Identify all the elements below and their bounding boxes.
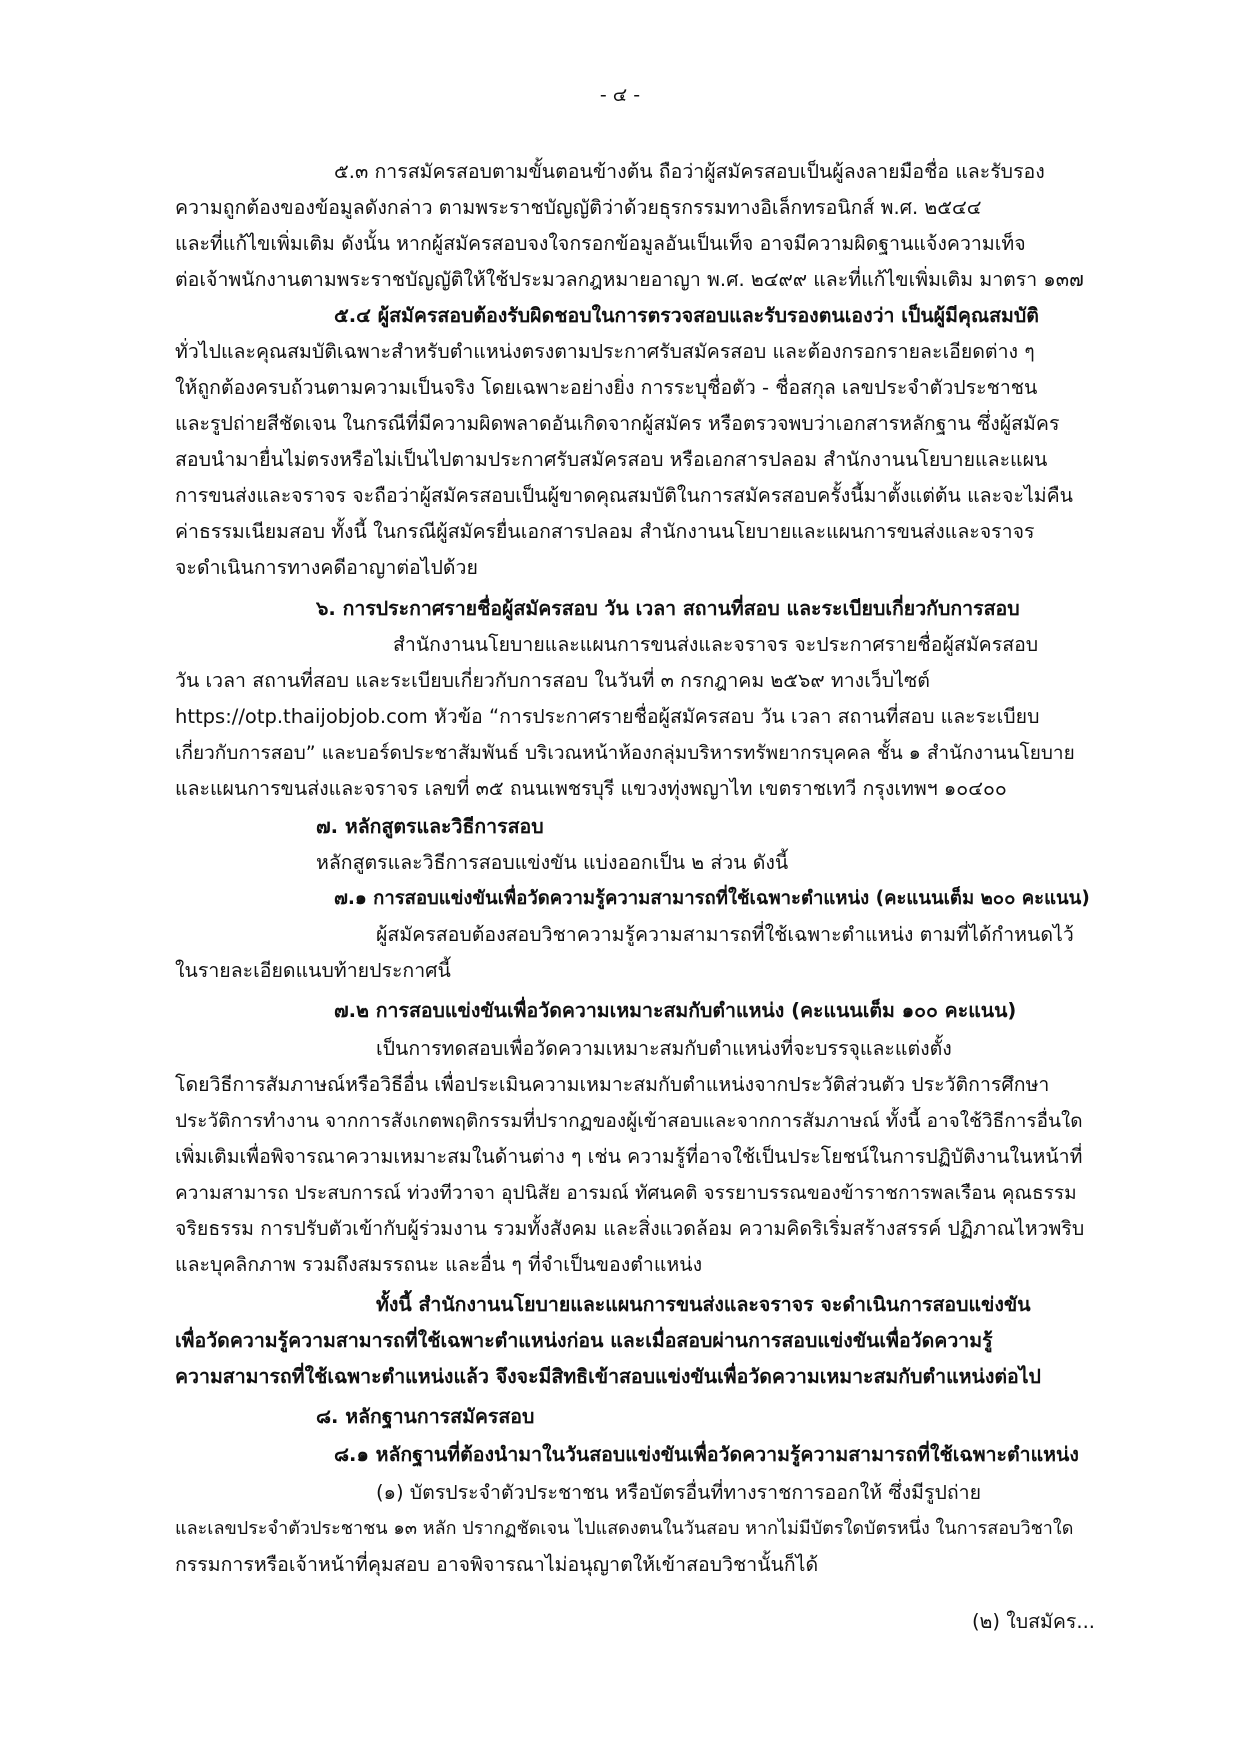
text-line: วัน เวลา สถานที่สอบ และระเบียบเกี่ยวกับการสอบ ในวันที่ ๓ กรกฎาคม ๒๕๖๙ ทางเว็บไซต์	[175, 669, 930, 692]
text-line: ให้ถูกต้องครบถ้วนตามความเป็นจริง โดยเฉพาะอย่างยิ่ง การระบุชื่อตัว - ชื่อสกุล เลขประจำตัวประชาชน	[175, 376, 1038, 399]
text-line: หลักสูตรและวิธีการสอบแข่งขัน แบ่งออกเป็น ๒ ส่วน ดังนี้	[316, 851, 789, 874]
continuation-marker: (๒) ใบสมัคร...	[971, 1610, 1095, 1633]
text-line: และเลขประจำตัวประชาชน ๑๓ หลัก ปรากฏชัดเจน ไปแสดงตนในวันสอบ หากไม่มีบัตรใดบัตรหนึ่ง ในการสอบวิชาใด	[175, 1518, 1074, 1539]
text-line: และรูปถ่ายสีชัดเจน ในกรณีที่มีความผิดพลาดอันเกิดจากผู้สมัคร หรือตรวจพบว่าเอกสารหลักฐาน ซึ่งผู้สมัคร	[175, 412, 1060, 435]
text-line: ๕.๔ ผู้สมัครสอบต้องรับผิดชอบในการตรวจสอบและรับรองตนเองว่า เป็นผู้มีคุณสมบัติ	[334, 304, 1039, 327]
text-line: สอบนำมายื่นไม่ตรงหรือไม่เป็นไปตามประกาศรับสมัครสอบ หรือเอกสารปลอม สำนักงานนโยบายและแผน	[175, 448, 1048, 471]
text-line: ความสามารถ ประสบการณ์ ท่วงทีวาจา อุปนิสัย อารมณ์ ทัศนคติ จรรยาบรรณของข้าราชการพลเรือน คุณธรรม	[175, 1182, 1077, 1204]
text-line: การขนส่งและจราจร จะถือว่าผู้สมัครสอบเป็นผู้ขาดคุณสมบัติในการสมัครสอบครั้งนี้มาตั้งแต่ต้น และจะไม่คืน	[175, 484, 1073, 507]
text-line: ผู้สมัครสอบต้องสอบวิชาความรู้ความสามารถที่ใช้เฉพาะตำแหน่ง ตามที่ได้กำหนดไว้	[376, 923, 1074, 946]
text-line: ทั่วไปและคุณสมบัติเฉพาะสำหรับตำแหน่งตรงตามประกาศรับสมัครสอบ และต้องกรอกรายละเอียดต่าง ๆ	[175, 340, 1035, 363]
text-line: ในรายละเอียดแนบท้ายประกาศนี้	[175, 959, 451, 982]
subsection-heading: ๘.๑ หลักฐานที่ต้องนำมาในวันสอบแข่งขันเพื่อวัดความรู้ความสามารถที่ใช้เฉพาะตำแหน่ง	[334, 1443, 1079, 1466]
text-line: สำนักงานนโยบายและแผนการขนส่งและจราจร จะประกาศรายชื่อผู้สมัครสอบ	[393, 633, 1039, 656]
text-line: ค่าธรรมเนียมสอบ ทั้งนี้ ในกรณีผู้สมัครยื่นเอกสารปลอม สำนักงานนโยบายและแผนการขนส่งและจราจร	[175, 520, 1035, 543]
section-heading: ๗. หลักสูตรและวิธีการสอบ	[316, 815, 544, 838]
text-line: จะดำเนินการทางคดีอาญาต่อไปด้วย	[175, 556, 478, 579]
subsection-heading: ๗.๒ การสอบแข่งขันเพื่อวัดความเหมาะสมกับตำแหน่ง (คะแนนเต็ม ๑๐๐ คะแนน)	[334, 999, 1017, 1022]
text-line: ความถูกต้องของข้อมูลดังกล่าว ตามพระราชบัญญัติว่าด้วยธุรกรรมทางอิเล็กทรอนิกส์ พ.ศ. ๒๕๔๔	[175, 196, 982, 219]
text-line: โดยวิธีการสัมภาษณ์หรือวิธีอื่น เพื่อประเมินความเหมาะสมกับตำแหน่งจากประวัติส่วนตัว ประวัติการศึกษา	[175, 1073, 1050, 1096]
text-line: https://otp.thaijobjob.com หัวข้อ “การประกาศรายชื่อผู้สมัครสอบ วัน เวลา สถานที่สอบ และระเบียบ	[175, 705, 1040, 728]
text-line: เกี่ยวกับการสอบ” และบอร์ดประชาสัมพันธ์ บริเวณหน้าห้องกลุ่มบริหารทรัพยากรบุคคล ชั้น ๑ สำนักงานนโยบาย	[175, 742, 1075, 764]
text-line: เพิ่มเติมเพื่อพิจารณาความเหมาะสมในด้านต่าง ๆ เช่น ความรู้ที่อาจใช้เป็นประโยชน์ในการปฏิบัติงานในหน้าที่	[175, 1145, 1083, 1168]
text-line: ประวัติการทำงาน จากการสังเกตพฤติกรรมที่ปรากฏของผู้เข้าสอบและจากการสัมภาษณ์ ทั้งนี้ อาจใช้วิธีการอื่นใด	[175, 1110, 1083, 1132]
text-line: เพื่อวัดความรู้ความสามารถที่ใช้เฉพาะตำแหน่งก่อน และเมื่อสอบผ่านการสอบแข่งขันเพื่อวัดความรู้	[175, 1329, 993, 1352]
text-line: และบุคลิกภาพ รวมถึงสมรรถนะ และอื่น ๆ ที่จำเป็นของตำแหน่ง	[175, 1253, 703, 1276]
subsection-heading: ๗.๑ การสอบแข่งขันเพื่อวัดความรู้ความสามารถที่ใช้เฉพาะตำแหน่ง (คะแนนเต็ม ๒๐๐ คะแนน)	[334, 888, 1090, 909]
text-line: ความสามารถที่ใช้เฉพาะตำแหน่งแล้ว จึงจะมีสิทธิเข้าสอบแข่งขันเพื่อวัดความเหมาะสมกับตำแหน่งต่อไป	[175, 1365, 1041, 1388]
text-line: (๑) บัตรประจำตัวประชาชน หรือบัตรอื่นที่ทางราชการออกให้ ซึ่งมีรูปถ่าย	[376, 1481, 982, 1504]
text-line: ต่อเจ้าพนักงานตามพระราชบัญญัติให้ใช้ประมวลกฎหมายอาญา พ.ศ. ๒๔๙๙ และที่แก้ไขเพิ่มเติม มาตรา ๑๓๗	[175, 268, 1084, 291]
text-line: ทั้งนี้ สำนักงานนโยบายและแผนการขนส่งและจราจร จะดำเนินการสอบแข่งขัน	[376, 1293, 1031, 1316]
text-line: กรรมการหรือเจ้าหน้าที่คุมสอบ อาจพิจารณาไม่อนุญาตให้เข้าสอบวิชานั้นก็ได้	[175, 1553, 819, 1576]
text-line: เป็นการทดสอบเพื่อวัดความเหมาะสมกับตำแหน่งที่จะบรรจุและแต่งตั้ง	[376, 1037, 952, 1060]
text-line: และแผนการขนส่งและจราจร เลขที่ ๓๕ ถนนเพชรบุรี แขวงทุ่งพญาไท เขตราชเทวี กรุงเทพฯ ๑๐๔๐๐	[175, 777, 1007, 800]
text-line: และที่แก้ไขเพิ่มเติม ดังนั้น หากผู้สมัครสอบจงใจกรอกข้อมูลอันเป็นเท็จ อาจมีความผิดฐานแจ้งความเท็จ	[175, 232, 1026, 255]
text-line: จริยธรรม การปรับตัวเข้ากับผู้ร่วมงาน รวมทั้งสังคม และสิ่งแวดล้อม ความคิดริเริ่มสร้างสรรค์ ปฏิภาณไหวพริบ	[175, 1217, 1085, 1240]
text-line: ๕.๓ การสมัครสอบตามขั้นตอนข้างต้น ถือว่าผู้สมัครสอบเป็นผู้ลงลายมือชื่อ และรับรอง	[334, 160, 1045, 183]
section-heading: ๖. การประกาศรายชื่อผู้สมัครสอบ วัน เวลา สถานที่สอบ และระเบียบเกี่ยวกับการสอบ	[316, 597, 1020, 620]
page-number: - ๔ -	[599, 84, 641, 106]
section-heading: ๘. หลักฐานการสมัครสอบ	[316, 1405, 535, 1428]
